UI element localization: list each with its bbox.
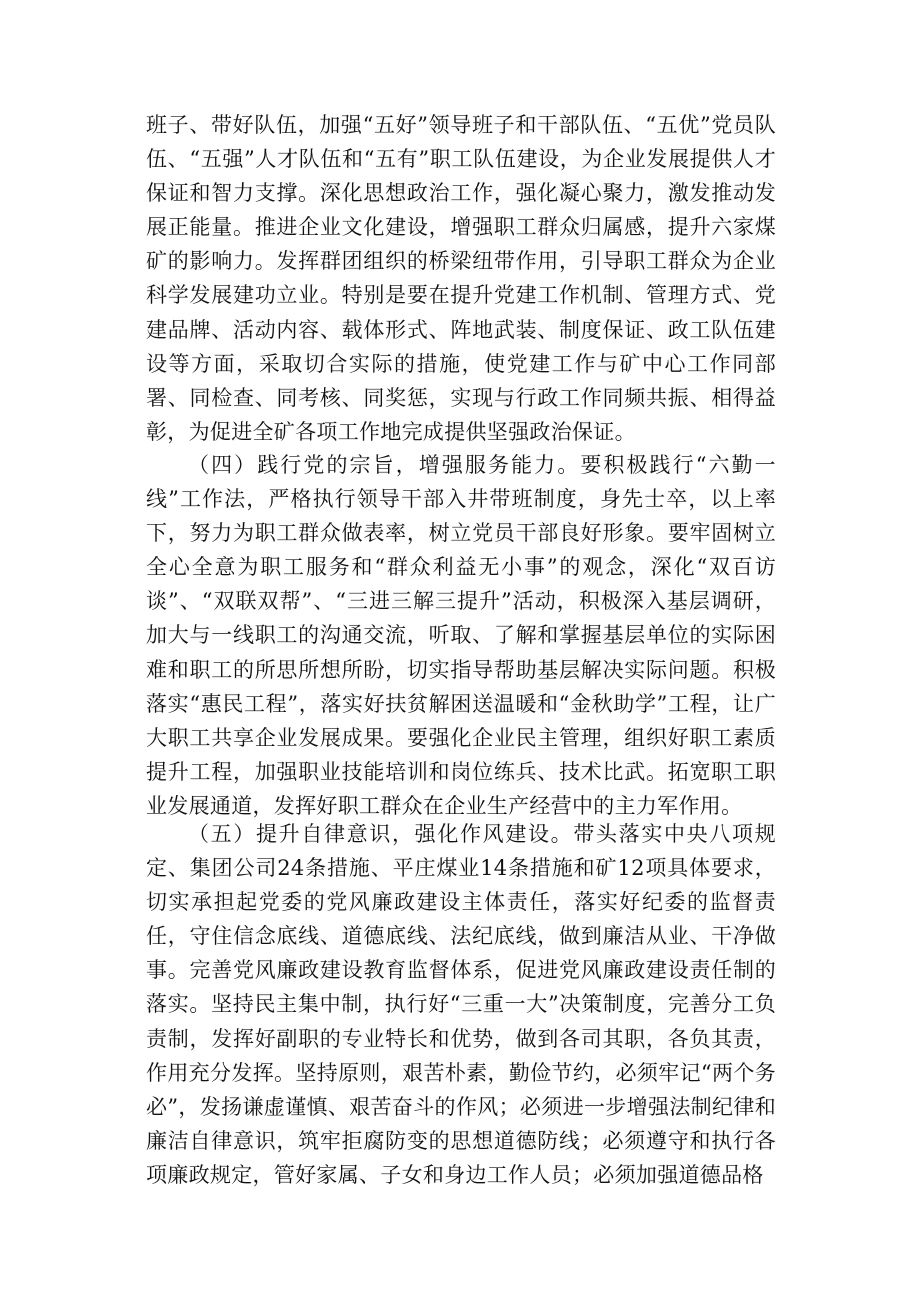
body-paragraph-team-building: 班子、带好队伍，加强“五好”领导班子和干部队伍、“五优”党员队伍、“五强”人才队伍和“五有”职工队伍建设，为企业发展提供人才保证和智力支撑。深化思想政治工作，强化凝心聚力，激发推动发展正能量。推进企业文化建设，增强职工群众归属感，提升六家煤矿的影响力。发挥群团组织的桥梁纽带作用，引导职工群众为企业科学发展建功立业。特别是要在提升党建工作机制、管理方式、党建品牌、活动内容、载体形式、阵地武装、制度保证、政工队伍建设等方面，采取切合实际的措施，使党建工作与矿中心工作同部署、同检查、同考核、同奖惩，实现与行政工作同频共振、相得益彰，为促进全矿各项工作地完成提供坚强政治保证。 xyxy=(146,113,776,444)
body-paragraph-service-capability: （四）践行党的宗旨，增强服务能力。要积极践行“六勤一线”工作法，严格执行领导干部入井带班制度，身先士卒，以上率下，努力为职工群众做表率，树立党员干部良好形象。要牢固树立全心全意为职工服务和“群众利益无小事”的观念，深化“双百访谈”、“双联双帮”、“三进三解三提升”活动，积极深入基层调研，加大与一线职工的沟通交流，听取、了解和掌握基层单位的实际困难和职工的所思所想所盼，切实指导帮助基层解决实际问题。积极落实“惠民工程”，落实好扶贫解困送温暖和“金秋助学”工程，让广大职工共享企业发展成果。要强化企业民主管理，组织好职工素质提升工程，加强职业技能培训和岗位练兵、技术比武。拓宽职工职业发展通道，发挥好职工群众在企业生产经营中的主力军作用。 xyxy=(146,453,776,818)
body-paragraph-work-style: （五）提升自律意识，强化作风建设。带头落实中央八项规定、集团公司24条措施、平庄煤业14条措施和矿12项具体要求，切实承担起党委的党风廉政建设主体责任，落实好纪委的监督责任，守住信念底线、道德底线、法纪底线，做到廉洁从业、干净做事。完善党风廉政建设教育监督体系，促进党风廉政建设责任制的落实。坚持民主集中制，执行好“三重一大”决策制度，完善分工负责制，发挥好副职的专业特长和优势，做到各司其职，各负其责，作用充分发挥。坚持原则，艰苦朴素，勤俭节约，必须牢记“两个务必”，发扬谦虚谨慎、艰苦奋斗的作风；必须进一步增强法制纪律和廉洁自律意识，筑牢拒腐防变的思想道德防线；必须遵守和执行各项廉政规定，管好家属、子女和身边工作人员；必须加强道德品格 xyxy=(146,822,776,1187)
